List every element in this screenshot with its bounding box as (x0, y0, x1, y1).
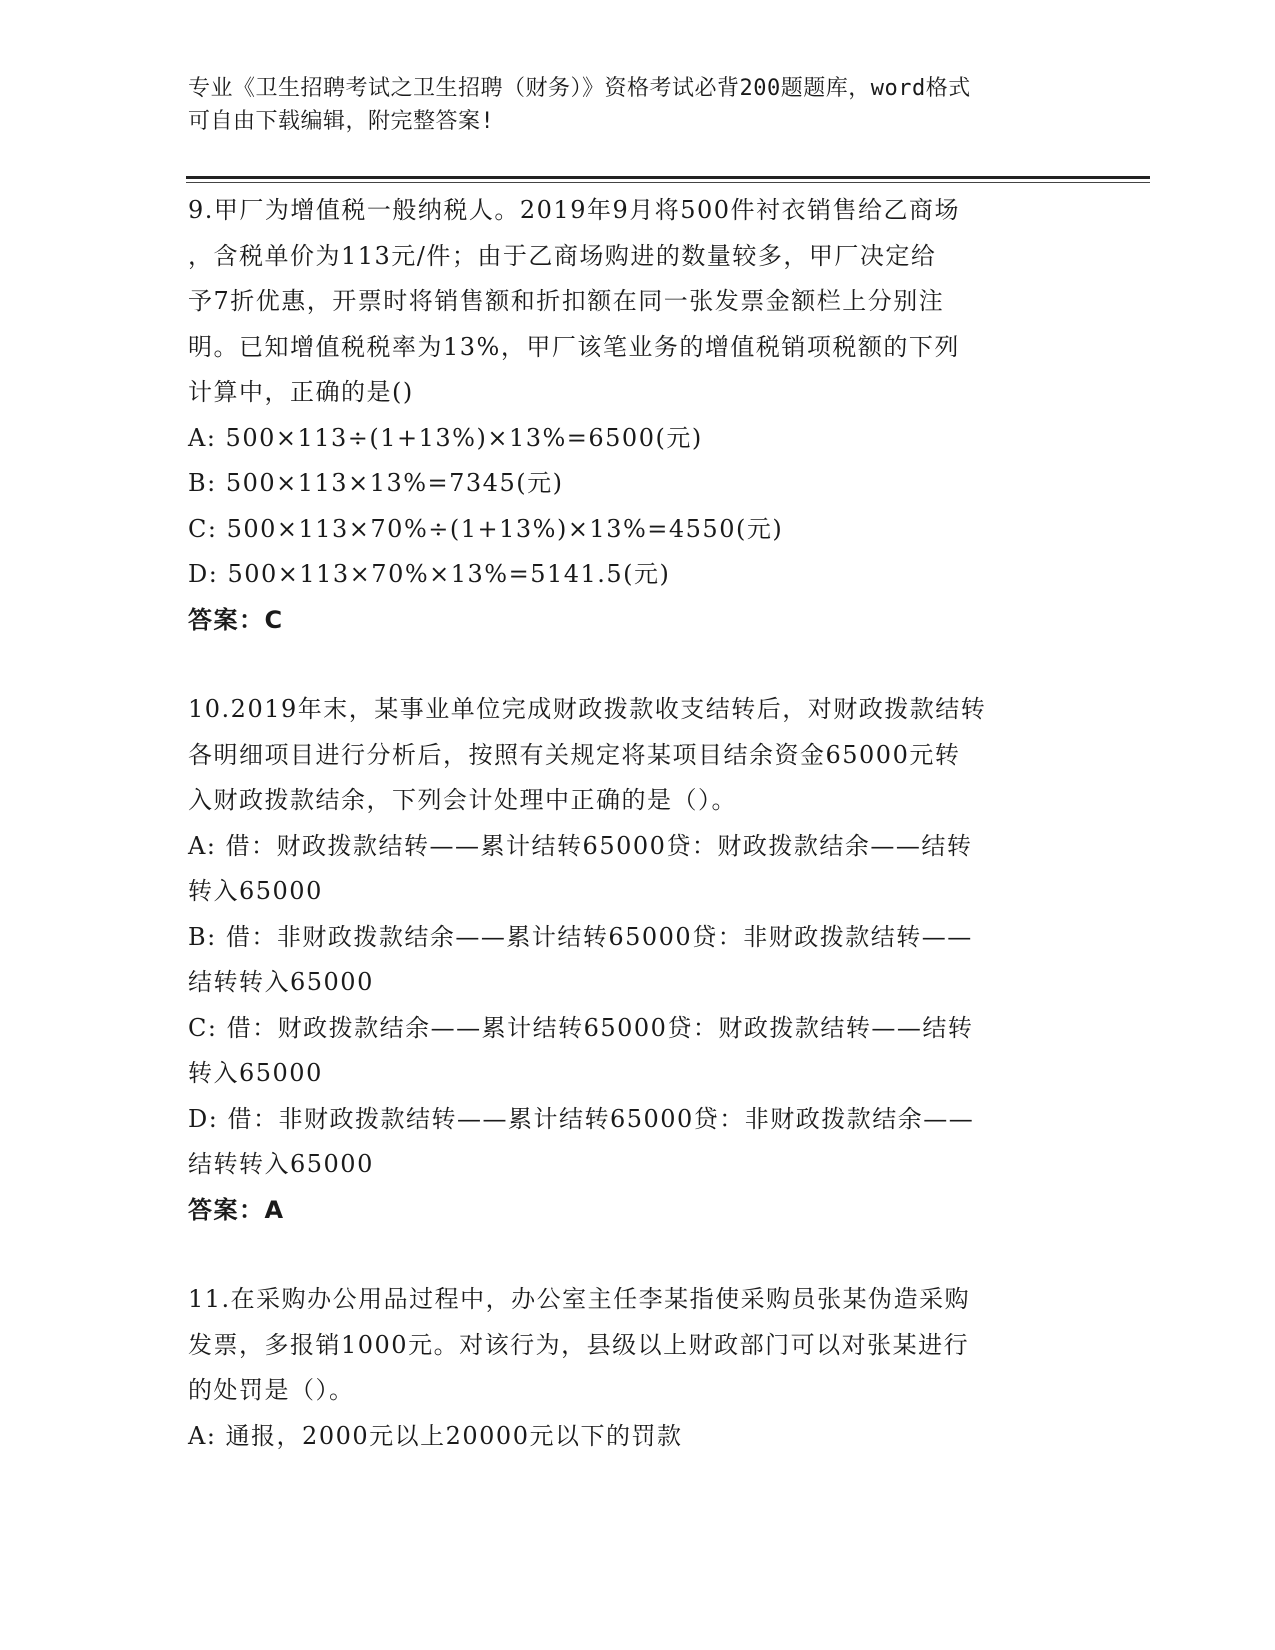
header-title-line-2: 可自由下载编辑，附完整答案! (188, 109, 495, 134)
question-stem-line: 发票，多报销1000元。对该行为，县级以上财政部门可以对张某进行 (188, 1330, 970, 1359)
answer-line: 答案：A (188, 1195, 285, 1224)
option-b: B: 借：非财政拨款结余——累计结转65000贷：非财政拨款结转—— (188, 922, 973, 951)
question-9 (188, 188, 1088, 643)
document-header (188, 72, 1068, 138)
option-b: B: 500×113×13%=7345(元) (188, 469, 564, 497)
question-gap (188, 643, 1088, 687)
question-gap (188, 1233, 1088, 1277)
option-a: A: 通报，2000元以上20000元以下的罚款 (188, 1421, 683, 1450)
option-a-continued: 转入65000 (188, 877, 323, 905)
header-title-line-1: 专业《卫生招聘考试之卫生招聘（财务）》资格考试必背200题题库，word格式 (188, 76, 971, 101)
option-c: C: 500×113×70%÷(1+13%)×13%=4550(元) (188, 514, 784, 543)
question-stem-line: 计算中，正确的是() (188, 378, 414, 406)
header-divider-thick (186, 176, 1150, 179)
question-11 (188, 1277, 1088, 1459)
question-stem-line: 入财政拨款结余，下列会计处理中正确的是（）。 (188, 786, 737, 814)
option-a: A: 借：财政拨款结转——累计结转65000贷：财政拨款结余——结转 (188, 831, 973, 860)
question-stem-line: 9.甲厂为增值税一般纳税人。2019年9月将500件衬衣销售给乙商场 (188, 196, 961, 224)
header-divider-thin (186, 182, 1150, 183)
option-c: C: 借：财政拨款结余——累计结转65000贷：财政拨款结转——结转 (188, 1013, 974, 1042)
option-d: D: 借：非财政拨款结转——累计结转65000贷：非财政拨款结余—— (188, 1104, 975, 1133)
question-stem-line: 的处罚是（）。 (188, 1376, 355, 1404)
option-b-continued: 结转转入65000 (188, 968, 374, 996)
question-stem-line: 10.2019年末，某事业单位完成财政拨款收支结转后，对财政拨款结转 (188, 695, 987, 723)
question-stem-line: ，含税单价为113元/件；由于乙商场购进的数量较多，甲厂决定给 (188, 241, 937, 270)
question-stem-line: 11.在采购办公用品过程中，办公室主任李某指使采购员张某伪造采购 (188, 1285, 971, 1313)
question-stem-line: 明。已知增值税税率为13%，甲厂该笔业务的增值税销项税额的下列 (188, 332, 960, 361)
option-d-continued: 结转转入65000 (188, 1150, 374, 1178)
question-10 (188, 687, 1088, 1233)
question-list (188, 188, 1088, 1459)
question-stem-line: 予7折优惠，开票时将销售额和折扣额在同一张发票金额栏上分别注 (188, 287, 945, 315)
question-stem-line: 各明细项目进行分析后，按照有关规定将某项目结余资金65000元转 (188, 740, 961, 769)
option-d: D: 500×113×70%×13%=5141.5(元) (188, 560, 671, 588)
answer-line: 答案：C (188, 605, 284, 634)
option-a: A: 500×113÷(1+13%)×13%=6500(元) (188, 423, 703, 452)
option-c-continued: 转入65000 (188, 1059, 323, 1087)
